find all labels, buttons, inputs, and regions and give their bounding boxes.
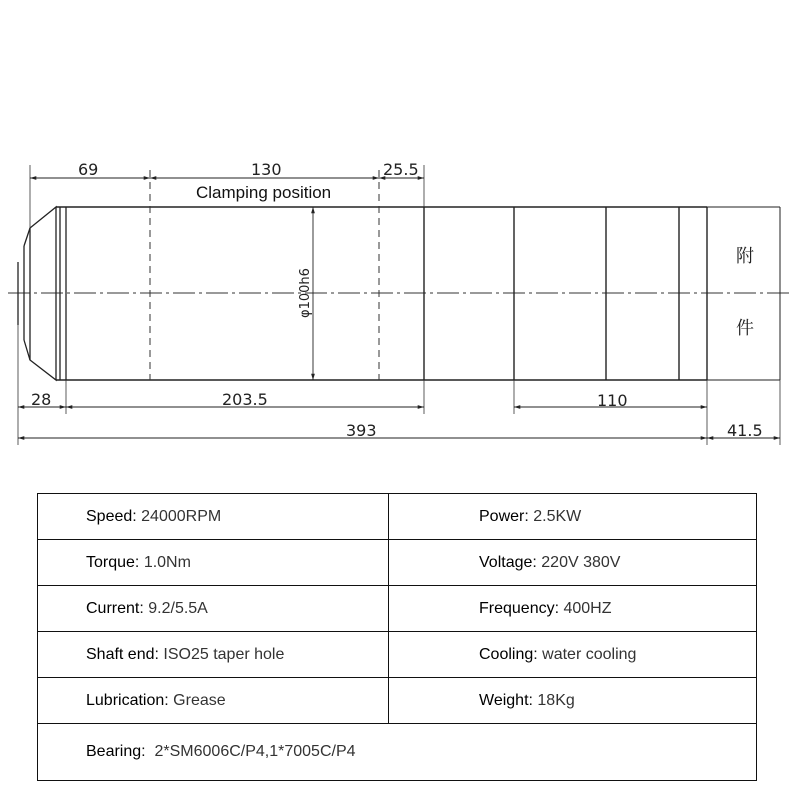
table-row	[38, 540, 757, 586]
dim-393: 393	[346, 421, 377, 440]
dim-203-5: 203.5	[222, 390, 268, 409]
spec-weight: Weight: 18Kg	[389, 678, 757, 724]
spec-lubrication: Lubrication: Grease	[38, 678, 389, 724]
clamping-position-label: Clamping position	[196, 183, 332, 202]
spec-shaft-end: Shaft end: ISO25 taper hole	[38, 632, 389, 678]
dim-110: 110	[597, 391, 628, 410]
spec-torque: Torque: 1.0Nm	[38, 540, 389, 586]
spec-bearing: Bearing: 2*SM6006C/P4,1*7005C/P4	[38, 724, 757, 781]
spec-voltage: Voltage: 220V 380V	[389, 540, 757, 586]
dim-69: 69	[78, 160, 99, 179]
table-row	[38, 494, 757, 540]
table-row	[38, 678, 757, 724]
spec-frequency: Frequency: 400HZ	[389, 586, 757, 632]
spec-current: Current: 9.2/5.5A	[38, 586, 389, 632]
dim-41-5: 41.5	[727, 421, 763, 440]
table-row	[38, 586, 757, 632]
spec-speed: Speed: 24000RPM	[38, 494, 389, 540]
spec-table	[37, 493, 757, 781]
dim-130: 130	[251, 160, 282, 179]
dim-25-5: 25.5	[383, 160, 419, 179]
accessory-char-1: 附	[736, 246, 754, 267]
accessory-char-2: 件	[736, 318, 754, 339]
spec-power: Power: 2.5KW	[389, 494, 757, 540]
dim-28: 28	[31, 390, 52, 409]
table-row	[38, 724, 757, 781]
spec-cooling: Cooling: water cooling	[389, 632, 757, 678]
diameter-label: φ100h6	[298, 268, 313, 318]
table-row	[38, 632, 757, 678]
